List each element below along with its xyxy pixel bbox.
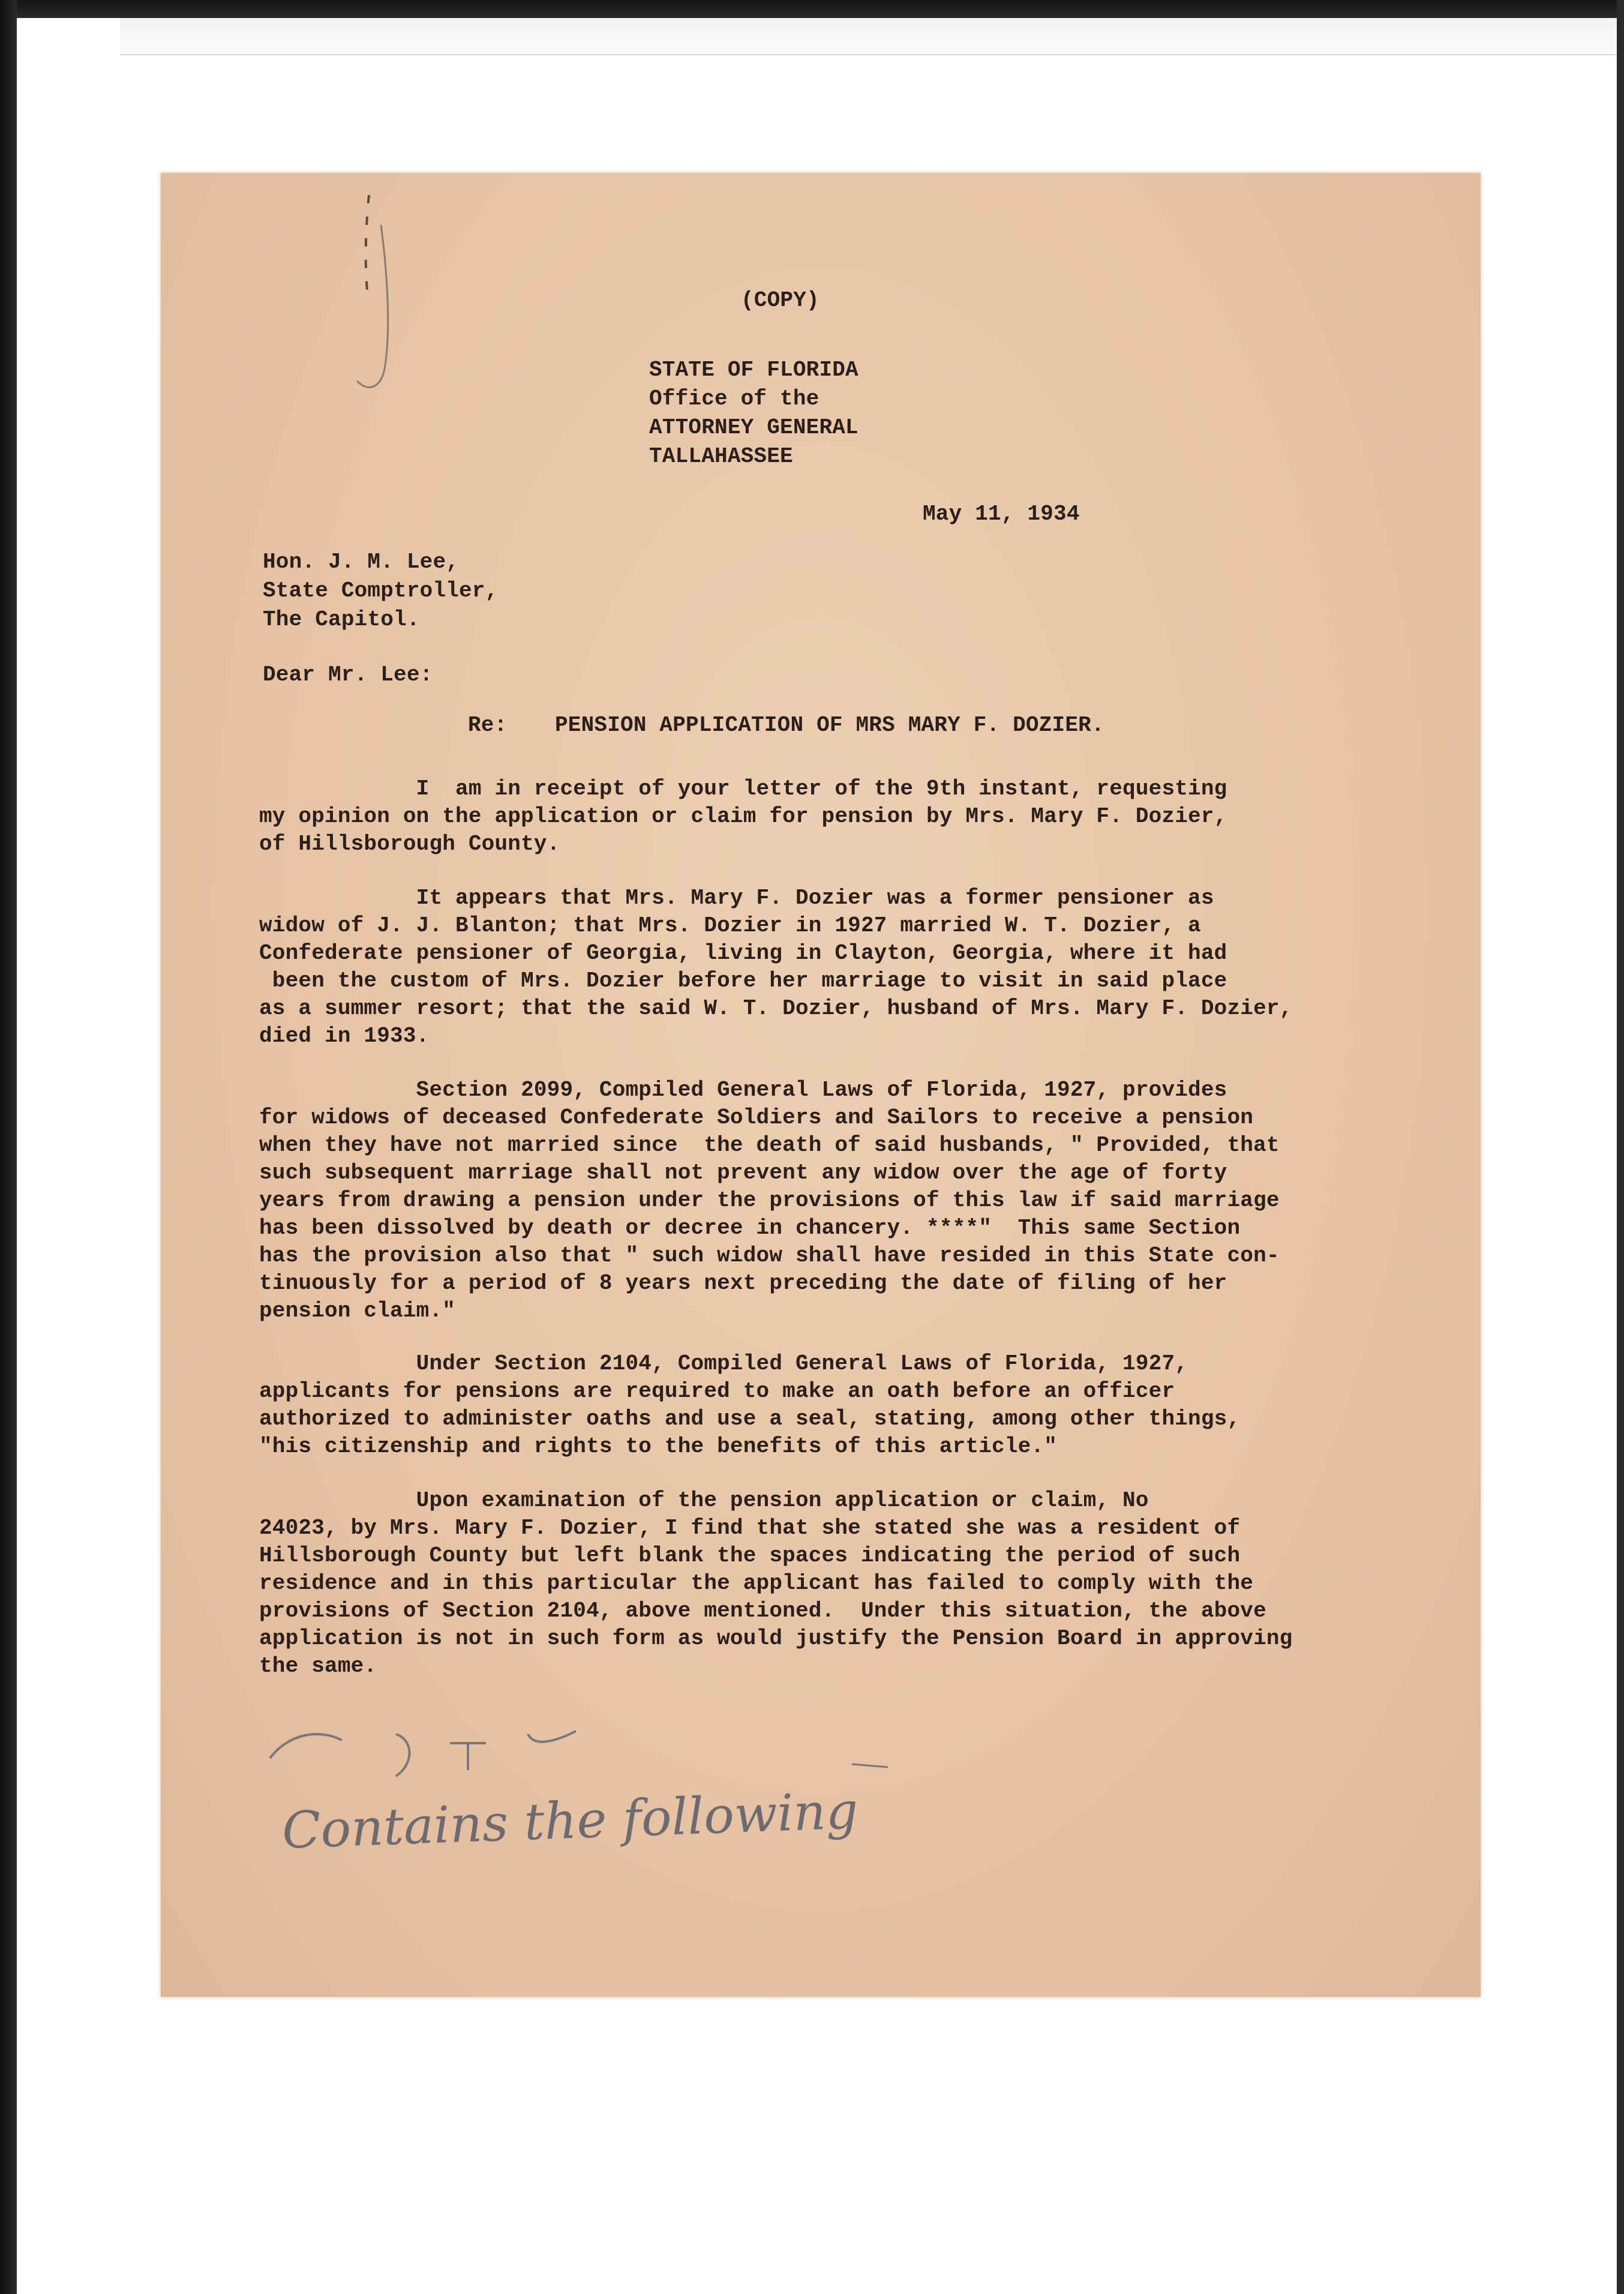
- scan-edge-top: [0, 0, 1624, 18]
- handwritten-note: Contains the following: [281, 1781, 859, 1860]
- paragraph-2-line-5: as a summer resort; that the said W. T. Dozier, husband of Mrs. Mary F. Dozier,: [259, 996, 1293, 1021]
- paragraph-3-line-3: when they have not married since the death of said husbands, " Provided, that: [259, 1133, 1280, 1158]
- paragraph-2-line-2: widow of J. J. Blanton; that Mrs. Dozier in 1927 married W. T. Dozier, a: [259, 913, 1201, 938]
- paragraph-5-line-4: residence and in this particular the applicant has failed to comply with the: [259, 1571, 1254, 1596]
- paragraph-1-line-1: I am in receipt of your letter of the 9th instant, requesting: [259, 776, 1227, 801]
- paragraph-3-line-8: tinuously for a period of 8 years next preceding the date of filing of her: [259, 1271, 1227, 1296]
- paragraph-5-line-2: 24023, by Mrs. Mary F. Dozier, I find that she stated she was a resident of: [259, 1516, 1241, 1540]
- paragraph-5-line-1: Upon examination of the pension application or claim, No: [259, 1488, 1149, 1513]
- subject-line: PENSION APPLICATION OF MRS MARY F. DOZIER.: [555, 713, 1104, 737]
- paragraph-1-line-3: of Hillsborough County.: [259, 832, 560, 856]
- paragraph-3-line-6: has been dissolved by death or decree in chancery. ****" This same Section: [259, 1216, 1241, 1240]
- paragraph-5-line-5: provisions of Section 2104, above mentioned. Under this situation, the above: [259, 1599, 1266, 1623]
- scan-top-band: [120, 18, 1617, 55]
- paragraph-3-line-2: for widows of deceased Confederate Soldiers and Sailors to receive a pension: [259, 1105, 1254, 1130]
- paragraph-3-line-5: years from drawing a pension under the provisions of this law if said marriage: [259, 1188, 1280, 1213]
- paragraph-4-line-3: authorized to administer oaths and use a seal, stating, among other things,: [259, 1407, 1241, 1431]
- paragraph-2-line-6: died in 1933.: [259, 1024, 430, 1048]
- paragraph-3-line-7: has the provision also that " such widow shall have resided in this State con-: [259, 1243, 1280, 1268]
- paragraph-2-line-1: It appears that Mrs. Mary F. Dozier was a former pensioner as: [259, 886, 1214, 910]
- letterhead-line-4: TALLAHASSEE: [649, 444, 793, 469]
- paper-clip-mark: [333, 189, 405, 405]
- letterhead-line-1: STATE OF FLORIDA: [649, 358, 858, 382]
- paragraph-4-line-1: Under Section 2104, Compiled General Laws of Florida, 1927,: [259, 1351, 1188, 1376]
- paragraph-4-line-2: applicants for pensions are required to make an oath before an officer: [259, 1379, 1175, 1404]
- scan-edge-left: [0, 0, 17, 2294]
- copy-marker: (COPY): [741, 288, 819, 313]
- recipient-line-1: Hon. J. M. Lee,: [263, 550, 460, 574]
- paragraph-2-line-4: been the custom of Mrs. Dozier before her marriage to visit in said place: [259, 968, 1227, 993]
- paragraph-5-line-6: application is not in such form as would justify the Pension Board in approving: [259, 1626, 1293, 1651]
- pencil-scribble: [252, 1716, 912, 1788]
- salutation: Dear Mr. Lee:: [263, 662, 433, 687]
- recipient-line-3: The Capitol.: [263, 607, 420, 632]
- paragraph-5-line-7: the same.: [259, 1654, 377, 1678]
- recipient-line-2: State Comptroller,: [263, 578, 499, 603]
- paragraph-1-line-2: my opinion on the application or claim for pension by Mrs. Mary F. Dozier,: [259, 804, 1227, 829]
- paragraph-2-line-3: Confederate pensioner of Georgia, living in Clayton, Georgia, where it had: [259, 941, 1227, 965]
- paragraph-3-line-4: such subsequent marriage shall not prevent any widow over the age of forty: [259, 1161, 1227, 1185]
- paragraph-5-line-3: Hillsborough County but left blank the spaces indicating the period of such: [259, 1543, 1241, 1568]
- letterhead-line-3: ATTORNEY GENERAL: [649, 415, 858, 440]
- letter-date: May 11, 1934: [923, 502, 1080, 526]
- paragraph-4-line-4: "his citizenship and rights to the benefits of this article.": [259, 1434, 1058, 1459]
- scan-edge-right: [1617, 0, 1624, 2294]
- paragraph-3-line-1: Section 2099, Compiled General Laws of Florida, 1927, provides: [259, 1078, 1227, 1102]
- letterhead-line-2: Office of the: [649, 386, 819, 411]
- subject-label: Re:: [468, 713, 508, 737]
- paragraph-3-line-9: pension claim.": [259, 1299, 456, 1323]
